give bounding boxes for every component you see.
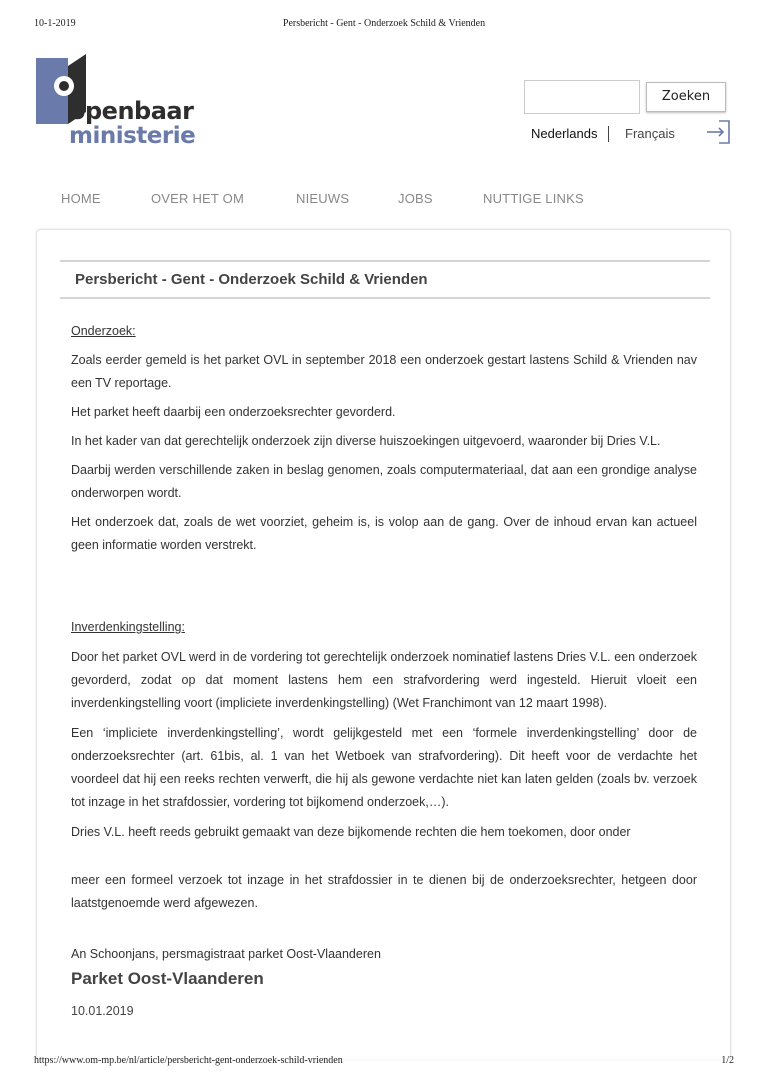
login-icon[interactable] xyxy=(707,119,731,145)
search-button[interactable]: Zoeken xyxy=(646,82,726,112)
organization-name: Parket Oost-Vlaanderen xyxy=(71,969,264,988)
title-rule-top xyxy=(60,260,710,262)
page-number: 1/2 xyxy=(721,1055,734,1066)
title-rule-bottom xyxy=(60,297,710,299)
nav-item-over-het-om[interactable]: OVER HET OM xyxy=(151,191,244,206)
paragraph: Daarbij werden verschillende zaken in beslag genomen, zoals computermateriaal, dat aan een grondige analyse onderworpen wordt. xyxy=(71,463,697,500)
paragraph: Het parket heeft daarbij een onderzoeksrechter gevorderd. xyxy=(71,405,396,419)
nav-item-jobs[interactable]: JOBS xyxy=(398,191,433,206)
signature: An Schoonjans, persmagistraat parket Oost-Vlaanderen xyxy=(71,947,381,961)
logo-text-openbaar: openbaar xyxy=(69,97,194,125)
nav-item-nuttige-links[interactable]: NUTTIGE LINKS xyxy=(483,191,584,206)
article-body-section-1 xyxy=(71,320,697,557)
nav-item-nieuws[interactable]: NIEUWS xyxy=(296,191,350,206)
paragraph: Het onderzoek dat, zoals de wet voorziet, geheim is, is volop aan de gang. Over de inhoud ervan kan actueel geen informatie worden verstrekt. xyxy=(71,515,697,552)
print-header xyxy=(34,18,734,32)
print-title: Persbericht - Gent - Onderzoek Schild & Vrienden xyxy=(282,18,486,29)
language-divider xyxy=(608,126,609,142)
section-heading-inverdenkingstelling: Inverdenkingstelling: xyxy=(71,620,185,634)
article-date: 10.01.2019 xyxy=(71,1004,134,1018)
article-title: Persbericht - Gent - Onderzoek Schild & Vrienden xyxy=(75,271,428,288)
paragraph: Dries V.L. heeft reeds gebruikt gemaakt van deze bijkomende rechten die hem toekomen, door onder xyxy=(71,825,631,839)
search-input[interactable] xyxy=(524,80,640,114)
language-link-nl[interactable]: Nederlands xyxy=(531,126,598,141)
print-footer xyxy=(34,1055,734,1069)
language-link-fr[interactable]: Français xyxy=(625,126,675,141)
print-url: https://www.om-mp.be/nl/article/persbericht-gent-onderzoek-schild-vrienden xyxy=(34,1055,343,1066)
print-date: 10-1-2019 xyxy=(34,18,76,29)
nav-item-home[interactable]: HOME xyxy=(61,191,101,206)
paragraph: Zoals eerder gemeld is het parket OVL in september 2018 een onderzoek gestart lastens Schild & Vrienden nav een TV reportage. xyxy=(71,353,697,390)
paragraph: Een ‘impliciete inverdenkingstelling’, wordt gelijkgesteld met een ‘formele inverdenkingstelling’ door de onderzoeksrechter (art. 61bis, al. 1 van het Wetboek van strafvordering). Dit heeft voor de verdachte het voordeel dat hij een reeks rechten verwerft, die hij als gewone verdachte niet kan laten gelden (zoals bv. verzoek tot inzage in het strafdossier, vordering tot bijkomend onderzoek,…). xyxy=(71,726,697,809)
section-heading-onderzoek: Onderzoek: xyxy=(71,324,136,338)
paragraph: meer een formeel verzoek tot inzage in het strafdossier in te dienen bij de onderzoeksrechter, hetgeen door laatstgenoemde werd afgewezen. xyxy=(71,873,697,910)
paragraph: Door het parket OVL werd in de vordering tot gerechtelijk onderzoek nominatief lastens Dries V.L. een onderzoek gevorderd, zodat op dat moment lastens hem een strafvordering werd ingesteld. Hieruit vloeit een inverdenkingstelling voort (impliciete inverdenkingstelling) (Wet Franchimont van 12 maart 1998). xyxy=(71,650,697,710)
logo-text-ministerie: ministerie xyxy=(69,123,196,149)
paragraph: In het kader van dat gerechtelijk onderzoek zijn diverse huiszoekingen uitgevoerd, waaronder bij Dries V.L. xyxy=(71,434,661,448)
article-body-section-2 xyxy=(71,616,697,915)
